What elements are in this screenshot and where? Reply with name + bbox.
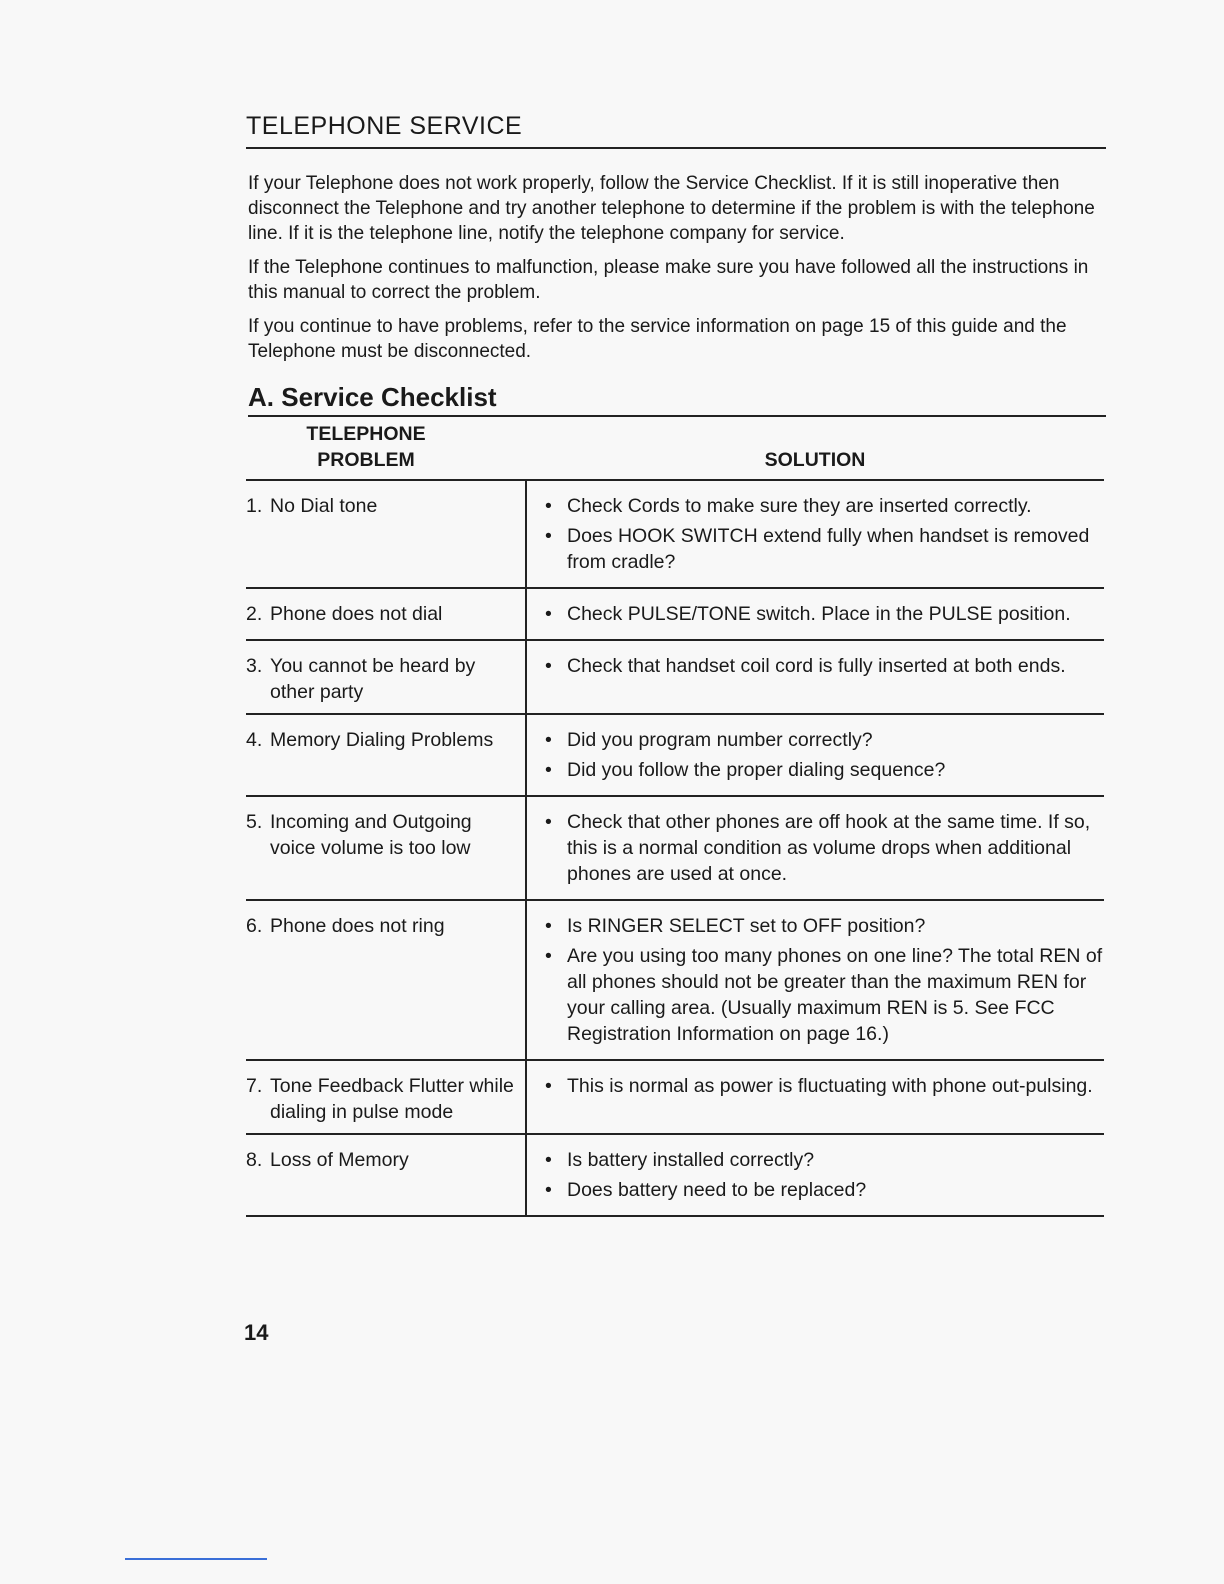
table-row [246, 1060, 1104, 1134]
section-title: TELEPHONE SERVICE [246, 112, 1106, 149]
problem-cell [246, 1060, 526, 1134]
solution-list [527, 913, 1104, 1047]
intro-paragraph: If your Telephone does not work properly, follow the Service Checklist. If it is still inoperative then disconnect the Telephone and try another telephone to determine if the problem is with the telephone line. If it is the telephone line, notify the telephone company for service. [248, 173, 1095, 244]
header-solution: SOLUTION [526, 417, 1104, 480]
solution-cell [526, 900, 1104, 1060]
solution-item: • Is battery installed correctly? [545, 1147, 1104, 1173]
problem-text: Memory Dialing Problems [270, 729, 494, 751]
table-row [246, 796, 1104, 900]
solution-item: • Check that other phones are off hook at the same time. If so, this is a normal condition as volume drops when additional phones are used at once. [545, 809, 1104, 887]
solution-cell [526, 480, 1104, 588]
header-problem-line2: PROBLEM [317, 449, 415, 471]
manual-page [246, 112, 1106, 1217]
problem-cell [246, 714, 526, 796]
intro-paragraph: If the Telephone continues to malfunction, please make sure you have followed all the instructions in this manual to correct the problem. [248, 257, 1089, 303]
solution-cell [526, 796, 1104, 900]
problem-text: Loss of Memory [270, 1149, 409, 1171]
problem-cell [246, 796, 526, 900]
solution-cell [526, 1060, 1104, 1134]
problem-number: 2. [246, 603, 263, 625]
solution-item: • Did you program number correctly? [545, 727, 1104, 753]
table-row [246, 640, 1104, 714]
solution-item: • Did you follow the proper dialing sequence? [545, 757, 1104, 783]
solution-list [527, 653, 1104, 679]
problem-cell [246, 480, 526, 588]
solution-cell [526, 588, 1104, 640]
page-number: 14 [244, 1320, 269, 1345]
problem-number: 7. [246, 1075, 263, 1097]
solution-item: • Does battery need to be replaced? [545, 1177, 1104, 1203]
solution-list [527, 809, 1104, 887]
solution-list [527, 1147, 1104, 1203]
problem-text: Tone Feedback Flutter while dialing in pulse mode [270, 1075, 514, 1123]
table-row [246, 900, 1104, 1060]
problem-cell [246, 900, 526, 1060]
solution-list [527, 727, 1104, 783]
header-problem-line1: TELEPHONE [306, 423, 426, 445]
solution-list [527, 601, 1104, 627]
problem-text: No Dial tone [270, 495, 378, 517]
problem-number: 4. [246, 729, 263, 751]
solution-cell [526, 640, 1104, 714]
solution-item: • Check that handset coil cord is fully inserted at both ends. [545, 653, 1104, 679]
solution-item: • Does HOOK SWITCH extend fully when handset is removed from cradle? [545, 523, 1104, 575]
solution-list [527, 1073, 1104, 1099]
problem-cell [246, 1134, 526, 1216]
problem-number: 3. [246, 655, 263, 677]
checklist-title: A. Service Checklist [248, 382, 1106, 417]
table-row [246, 714, 1104, 796]
solution-item: • Check PULSE/TONE switch. Place in the PULSE position. [545, 601, 1104, 627]
solution-item: • Are you using too many phones on one line? The total REN of all phones should not be greater than the maximum REN for your calling area. (Usually maximum REN is 5. See FCC Registration Information on page 16.) [545, 943, 1104, 1047]
solution-item: • This is normal as power is fluctuating with phone out-pulsing. [545, 1073, 1104, 1099]
checklist-body [246, 480, 1104, 1216]
problem-number: 1. [246, 495, 263, 517]
solution-cell [526, 714, 1104, 796]
intro-paragraph: If you continue to have problems, refer to the service information on page 15 of this guide and the Telephone must be disconnected. [248, 316, 1067, 362]
problem-number: 5. [246, 811, 263, 833]
problem-text: You cannot be heard by other party [270, 655, 476, 703]
solution-list [527, 493, 1104, 575]
bottom-rule [125, 1558, 267, 1560]
solution-item: • Is RINGER SELECT set to OFF position? [545, 913, 1104, 939]
header-problem [246, 417, 526, 480]
problem-cell [246, 640, 526, 714]
solution-cell [526, 1134, 1104, 1216]
service-checklist-table [246, 417, 1104, 1217]
problem-cell [246, 588, 526, 640]
table-row [246, 588, 1104, 640]
problem-text: Phone does not dial [270, 603, 443, 625]
problem-text: Phone does not ring [270, 915, 445, 937]
problem-text: Incoming and Outgoing voice volume is too low [270, 811, 472, 859]
solution-item: • Check Cords to make sure they are inserted correctly. [545, 493, 1104, 519]
problem-number: 6. [246, 915, 263, 937]
problem-number: 8. [246, 1149, 263, 1171]
table-row [246, 480, 1104, 588]
intro-text [246, 171, 1106, 364]
table-header-row [246, 417, 1104, 480]
table-row [246, 1134, 1104, 1216]
